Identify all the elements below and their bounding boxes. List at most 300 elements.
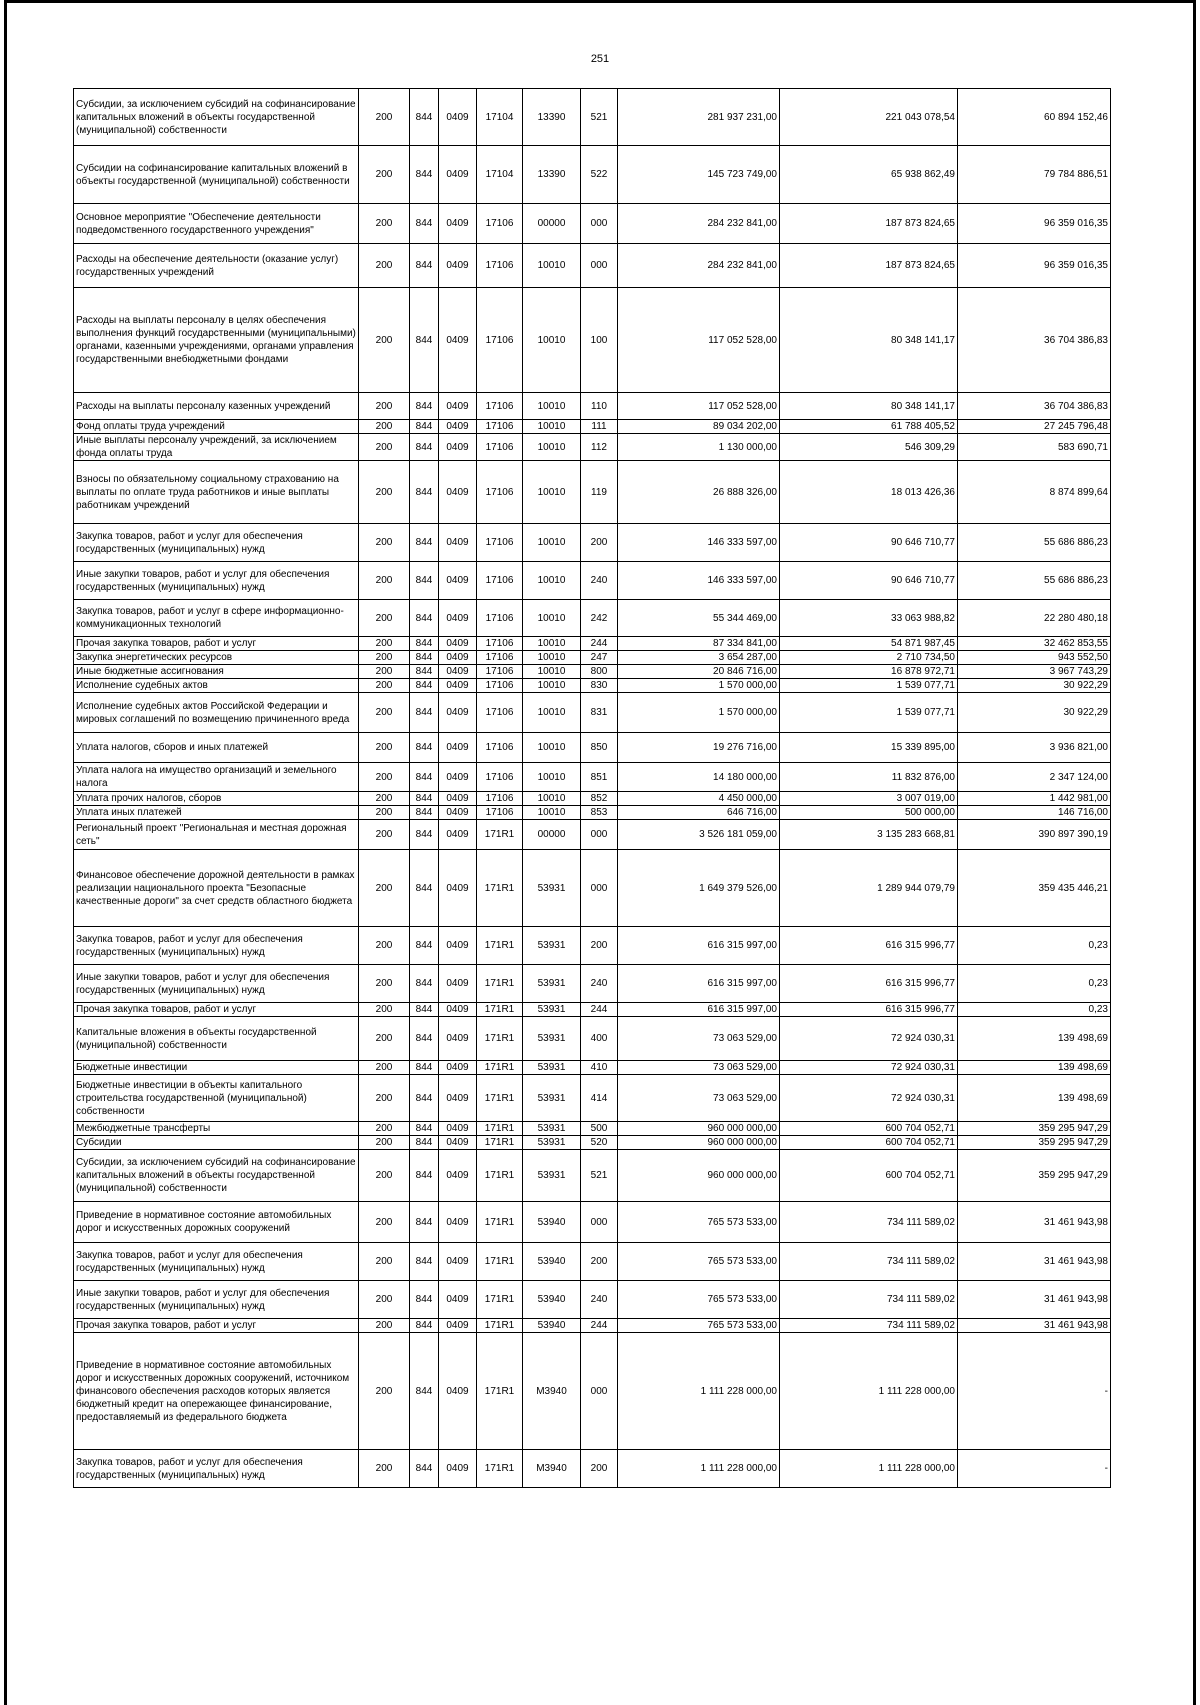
row-grbs-code: 844	[410, 434, 439, 461]
table-row	[74, 1450, 1111, 1488]
row-direction-code: 10010	[523, 806, 581, 820]
row-direction-code: 00000	[523, 820, 581, 850]
row-direction-code: 10010	[523, 792, 581, 806]
table-row	[74, 89, 1111, 146]
row-grbs-code: 844	[410, 927, 439, 965]
row-program-code: 171R1	[477, 1450, 523, 1488]
row-remaining-amount: 27 245 796,48	[958, 420, 1111, 434]
row-executed-amount: 616 315 996,77	[780, 927, 958, 965]
row-section-code: 0409	[439, 146, 477, 204]
row-direction-code: 10010	[523, 763, 581, 792]
row-approved-amount: 145 723 749,00	[618, 146, 780, 204]
row-executed-amount: 1 539 077,71	[780, 693, 958, 733]
row-expense-type-code: 831	[581, 693, 618, 733]
row-admin-code: 200	[359, 1122, 410, 1136]
row-direction-code: 10010	[523, 420, 581, 434]
row-description: Капитальные вложения в объекты государственной (муниципальной) собственности	[74, 1017, 359, 1061]
row-remaining-amount: 3 967 743,29	[958, 665, 1111, 679]
row-section-code: 0409	[439, 1017, 477, 1061]
row-remaining-amount: 31 461 943,98	[958, 1281, 1111, 1319]
row-executed-amount: 3 007 019,00	[780, 792, 958, 806]
row-section-code: 0409	[439, 204, 477, 244]
row-admin-code: 200	[359, 733, 410, 763]
table-row	[74, 1281, 1111, 1319]
row-direction-code: 10010	[523, 693, 581, 733]
row-remaining-amount: -	[958, 1333, 1111, 1450]
page-number: 251	[590, 53, 610, 65]
row-approved-amount: 1 130 000,00	[618, 434, 780, 461]
row-direction-code: 10010	[523, 524, 581, 562]
table-row	[74, 600, 1111, 637]
row-executed-amount: 15 339 895,00	[780, 733, 958, 763]
row-program-code: 171R1	[477, 1202, 523, 1243]
row-grbs-code: 844	[410, 733, 439, 763]
row-section-code: 0409	[439, 763, 477, 792]
row-approved-amount: 1 649 379 526,00	[618, 850, 780, 927]
row-description: Иные бюджетные ассигнования	[74, 665, 359, 679]
row-approved-amount: 87 334 841,00	[618, 637, 780, 651]
row-admin-code: 200	[359, 1333, 410, 1450]
row-program-code: 171R1	[477, 1017, 523, 1061]
table-row	[74, 965, 1111, 1003]
row-approved-amount: 26 888 326,00	[618, 461, 780, 524]
row-program-code: 171R1	[477, 1333, 523, 1450]
row-expense-type-code: 240	[581, 965, 618, 1003]
row-expense-type-code: 000	[581, 1333, 618, 1450]
row-program-code: 171R1	[477, 850, 523, 927]
row-direction-code: 10010	[523, 665, 581, 679]
row-description: Уплата налогов, сборов и иных платежей	[74, 733, 359, 763]
row-section-code: 0409	[439, 89, 477, 146]
row-program-code: 171R1	[477, 820, 523, 850]
row-admin-code: 200	[359, 1150, 410, 1202]
row-admin-code: 200	[359, 792, 410, 806]
row-direction-code: 10010	[523, 733, 581, 763]
table-row	[74, 244, 1111, 288]
row-grbs-code: 844	[410, 1243, 439, 1281]
row-program-code: 17106	[477, 792, 523, 806]
row-description: Субсидии на софинансирование капитальных вложений в объекты государственной (муниципальной) собственности	[74, 146, 359, 204]
row-expense-type-code: 000	[581, 820, 618, 850]
row-section-code: 0409	[439, 693, 477, 733]
row-grbs-code: 844	[410, 600, 439, 637]
row-approved-amount: 616 315 997,00	[618, 1003, 780, 1017]
table-row	[74, 146, 1111, 204]
row-expense-type-code: 830	[581, 679, 618, 693]
row-approved-amount: 3 526 181 059,00	[618, 820, 780, 850]
row-program-code: 17106	[477, 637, 523, 651]
row-section-code: 0409	[439, 244, 477, 288]
row-expense-type-code: 800	[581, 665, 618, 679]
row-approved-amount: 765 573 533,00	[618, 1243, 780, 1281]
row-direction-code: 53931	[523, 965, 581, 1003]
row-grbs-code: 844	[410, 244, 439, 288]
row-executed-amount: 546 309,29	[780, 434, 958, 461]
row-remaining-amount: 31 461 943,98	[958, 1202, 1111, 1243]
row-approved-amount: 73 063 529,00	[618, 1017, 780, 1061]
row-grbs-code: 844	[410, 792, 439, 806]
row-description: Закупка товаров, работ и услуг в сфере информационно-коммуникационных технологий	[74, 600, 359, 637]
row-approved-amount: 14 180 000,00	[618, 763, 780, 792]
row-program-code: 171R1	[477, 1003, 523, 1017]
row-expense-type-code: 414	[581, 1075, 618, 1122]
page-frame-top	[4, 0, 1196, 3]
table-row	[74, 204, 1111, 244]
row-description: Межбюджетные трансферты	[74, 1122, 359, 1136]
table-row	[74, 850, 1111, 927]
row-direction-code: 53931	[523, 1061, 581, 1075]
row-grbs-code: 844	[410, 288, 439, 393]
table-row	[74, 792, 1111, 806]
row-description: Закупка товаров, работ и услуг для обеспечения государственных (муниципальных) нужд	[74, 1450, 359, 1488]
row-expense-type-code: 000	[581, 204, 618, 244]
row-admin-code: 200	[359, 651, 410, 665]
row-remaining-amount: 22 280 480,18	[958, 600, 1111, 637]
row-grbs-code: 844	[410, 89, 439, 146]
row-expense-type-code: 521	[581, 89, 618, 146]
row-expense-type-code: 200	[581, 1243, 618, 1281]
row-expense-type-code: 850	[581, 733, 618, 763]
row-description: Иные закупки товаров, работ и услуг для обеспечения государственных (муниципальных) нужд	[74, 562, 359, 600]
table-row	[74, 420, 1111, 434]
row-expense-type-code: 200	[581, 927, 618, 965]
row-grbs-code: 844	[410, 1017, 439, 1061]
row-executed-amount: 500 000,00	[780, 806, 958, 820]
row-direction-code: 10010	[523, 637, 581, 651]
row-admin-code: 200	[359, 806, 410, 820]
row-remaining-amount: 36 704 386,83	[958, 393, 1111, 420]
row-admin-code: 200	[359, 820, 410, 850]
row-program-code: 171R1	[477, 1319, 523, 1333]
table-row	[74, 637, 1111, 651]
row-grbs-code: 844	[410, 665, 439, 679]
row-direction-code: 10010	[523, 288, 581, 393]
row-executed-amount: 600 704 052,71	[780, 1150, 958, 1202]
row-approved-amount: 73 063 529,00	[618, 1075, 780, 1122]
row-approved-amount: 1 111 228 000,00	[618, 1333, 780, 1450]
row-executed-amount: 734 111 589,02	[780, 1319, 958, 1333]
row-description: Расходы на обеспечение деятельности (оказание услуг) государственных учреждений	[74, 244, 359, 288]
row-executed-amount: 734 111 589,02	[780, 1202, 958, 1243]
row-admin-code: 200	[359, 1319, 410, 1333]
table-row	[74, 434, 1111, 461]
row-program-code: 17104	[477, 146, 523, 204]
table-row	[74, 1017, 1111, 1061]
row-expense-type-code: 852	[581, 792, 618, 806]
row-section-code: 0409	[439, 850, 477, 927]
row-remaining-amount: 31 461 943,98	[958, 1319, 1111, 1333]
row-remaining-amount: 146 716,00	[958, 806, 1111, 820]
row-section-code: 0409	[439, 1122, 477, 1136]
row-description: Исполнение судебных актов Российской Федерации и мировых соглашений по возмещению причиненного вреда	[74, 693, 359, 733]
row-section-code: 0409	[439, 927, 477, 965]
row-remaining-amount: 139 498,69	[958, 1075, 1111, 1122]
row-direction-code: 13390	[523, 89, 581, 146]
row-approved-amount: 616 315 997,00	[618, 927, 780, 965]
row-direction-code: 10010	[523, 393, 581, 420]
row-approved-amount: 284 232 841,00	[618, 204, 780, 244]
row-remaining-amount: 55 686 886,23	[958, 524, 1111, 562]
row-grbs-code: 844	[410, 1333, 439, 1450]
row-program-code: 17106	[477, 665, 523, 679]
row-expense-type-code: 112	[581, 434, 618, 461]
row-remaining-amount: 139 498,69	[958, 1017, 1111, 1061]
row-grbs-code: 844	[410, 679, 439, 693]
row-section-code: 0409	[439, 1061, 477, 1075]
row-section-code: 0409	[439, 562, 477, 600]
row-admin-code: 200	[359, 420, 410, 434]
row-admin-code: 200	[359, 637, 410, 651]
row-approved-amount: 646 716,00	[618, 806, 780, 820]
row-program-code: 17106	[477, 562, 523, 600]
row-approved-amount: 960 000 000,00	[618, 1150, 780, 1202]
row-admin-code: 200	[359, 461, 410, 524]
row-description: Иные закупки товаров, работ и услуг для обеспечения государственных (муниципальных) нужд	[74, 965, 359, 1003]
row-remaining-amount: 390 897 390,19	[958, 820, 1111, 850]
row-admin-code: 200	[359, 204, 410, 244]
row-admin-code: 200	[359, 244, 410, 288]
row-grbs-code: 844	[410, 524, 439, 562]
row-program-code: 17106	[477, 651, 523, 665]
row-description: Уплата прочих налогов, сборов	[74, 792, 359, 806]
row-description: Субсидии, за исключением субсидий на софинансирование капитальных вложений в объекты государственной (муниципальной) собственности	[74, 1150, 359, 1202]
row-remaining-amount: -	[958, 1450, 1111, 1488]
row-expense-type-code: 244	[581, 637, 618, 651]
row-program-code: 17106	[477, 244, 523, 288]
row-section-code: 0409	[439, 288, 477, 393]
row-executed-amount: 734 111 589,02	[780, 1281, 958, 1319]
table-row	[74, 820, 1111, 850]
row-approved-amount: 146 333 597,00	[618, 562, 780, 600]
row-section-code: 0409	[439, 806, 477, 820]
row-description: Исполнение судебных актов	[74, 679, 359, 693]
row-program-code: 17106	[477, 679, 523, 693]
row-expense-type-code: 111	[581, 420, 618, 434]
table-row	[74, 461, 1111, 524]
row-approved-amount: 3 654 287,00	[618, 651, 780, 665]
table-row	[74, 288, 1111, 393]
row-program-code: 17106	[477, 763, 523, 792]
table-row	[74, 665, 1111, 679]
row-admin-code: 200	[359, 1003, 410, 1017]
row-remaining-amount: 31 461 943,98	[958, 1243, 1111, 1281]
row-approved-amount: 960 000 000,00	[618, 1122, 780, 1136]
row-section-code: 0409	[439, 393, 477, 420]
row-description: Бюджетные инвестиции	[74, 1061, 359, 1075]
row-direction-code: 10010	[523, 600, 581, 637]
row-executed-amount: 90 646 710,77	[780, 562, 958, 600]
row-direction-code: 13390	[523, 146, 581, 204]
row-grbs-code: 844	[410, 1003, 439, 1017]
row-description: Субсидии	[74, 1136, 359, 1150]
row-description: Основное мероприятие "Обеспечение деятельности подведомственного государственного учреждения"	[74, 204, 359, 244]
row-approved-amount: 117 052 528,00	[618, 288, 780, 393]
table-row	[74, 1061, 1111, 1075]
row-description: Региональный проект "Региональная и местная дорожная сеть"	[74, 820, 359, 850]
table-row	[74, 763, 1111, 792]
row-admin-code: 200	[359, 89, 410, 146]
row-direction-code: M3940	[523, 1333, 581, 1450]
row-executed-amount: 3 135 283 668,81	[780, 820, 958, 850]
row-executed-amount: 18 013 426,36	[780, 461, 958, 524]
table-row	[74, 651, 1111, 665]
row-section-code: 0409	[439, 820, 477, 850]
row-grbs-code: 844	[410, 1061, 439, 1075]
row-grbs-code: 844	[410, 965, 439, 1003]
row-remaining-amount: 96 359 016,35	[958, 244, 1111, 288]
row-direction-code: 53940	[523, 1202, 581, 1243]
row-direction-code: 10010	[523, 679, 581, 693]
page-frame-left	[4, 0, 7, 1705]
row-grbs-code: 844	[410, 461, 439, 524]
row-grbs-code: 844	[410, 820, 439, 850]
row-grbs-code: 844	[410, 146, 439, 204]
row-section-code: 0409	[439, 733, 477, 763]
row-remaining-amount: 79 784 886,51	[958, 146, 1111, 204]
row-description: Прочая закупка товаров, работ и услуг	[74, 1003, 359, 1017]
row-remaining-amount: 0,23	[958, 965, 1111, 1003]
row-program-code: 17106	[477, 420, 523, 434]
row-approved-amount: 55 344 469,00	[618, 600, 780, 637]
row-program-code: 17106	[477, 733, 523, 763]
row-grbs-code: 844	[410, 651, 439, 665]
row-program-code: 17106	[477, 393, 523, 420]
table-row	[74, 1136, 1111, 1150]
budget-table	[73, 88, 1111, 1488]
row-description: Субсидии, за исключением субсидий на софинансирование капитальных вложений в объекты государственной (муниципальной) собственности	[74, 89, 359, 146]
row-section-code: 0409	[439, 665, 477, 679]
row-program-code: 171R1	[477, 1136, 523, 1150]
row-admin-code: 200	[359, 850, 410, 927]
row-executed-amount: 65 938 862,49	[780, 146, 958, 204]
table-row	[74, 562, 1111, 600]
row-description: Иные выплаты персоналу учреждений, за исключением фонда оплаты труда	[74, 434, 359, 461]
row-remaining-amount: 359 295 947,29	[958, 1122, 1111, 1136]
row-direction-code: 53931	[523, 1003, 581, 1017]
row-approved-amount: 960 000 000,00	[618, 1136, 780, 1150]
row-grbs-code: 844	[410, 763, 439, 792]
row-expense-type-code: 242	[581, 600, 618, 637]
row-executed-amount: 80 348 141,17	[780, 393, 958, 420]
row-section-code: 0409	[439, 1281, 477, 1319]
row-executed-amount: 734 111 589,02	[780, 1243, 958, 1281]
row-executed-amount: 72 924 030,31	[780, 1017, 958, 1061]
row-section-code: 0409	[439, 524, 477, 562]
row-expense-type-code: 200	[581, 1450, 618, 1488]
row-description: Приведение в нормативное состояние автомобильных дорог и искусственных дорожных сооружений	[74, 1202, 359, 1243]
row-direction-code: 10010	[523, 461, 581, 524]
row-expense-type-code: 119	[581, 461, 618, 524]
row-approved-amount: 146 333 597,00	[618, 524, 780, 562]
row-admin-code: 200	[359, 146, 410, 204]
row-expense-type-code: 200	[581, 524, 618, 562]
row-executed-amount: 1 539 077,71	[780, 679, 958, 693]
row-grbs-code: 844	[410, 1075, 439, 1122]
row-grbs-code: 844	[410, 562, 439, 600]
row-direction-code: 10010	[523, 244, 581, 288]
row-admin-code: 200	[359, 434, 410, 461]
row-executed-amount: 221 043 078,54	[780, 89, 958, 146]
row-description: Фонд оплаты труда учреждений	[74, 420, 359, 434]
row-expense-type-code: 851	[581, 763, 618, 792]
table-row	[74, 1122, 1111, 1136]
row-direction-code: 10010	[523, 434, 581, 461]
row-expense-type-code: 100	[581, 288, 618, 393]
row-program-code: 17106	[477, 461, 523, 524]
row-expense-type-code: 244	[581, 1003, 618, 1017]
row-grbs-code: 844	[410, 693, 439, 733]
row-admin-code: 200	[359, 1075, 410, 1122]
row-section-code: 0409	[439, 1003, 477, 1017]
row-grbs-code: 844	[410, 1281, 439, 1319]
row-direction-code: 53931	[523, 1017, 581, 1061]
row-direction-code: 00000	[523, 204, 581, 244]
row-approved-amount: 616 315 997,00	[618, 965, 780, 1003]
table-row	[74, 393, 1111, 420]
row-section-code: 0409	[439, 600, 477, 637]
row-executed-amount: 616 315 996,77	[780, 1003, 958, 1017]
row-description: Прочая закупка товаров, работ и услуг	[74, 637, 359, 651]
row-remaining-amount: 1 442 981,00	[958, 792, 1111, 806]
row-expense-type-code: 520	[581, 1136, 618, 1150]
row-admin-code: 200	[359, 693, 410, 733]
row-program-code: 17106	[477, 204, 523, 244]
row-section-code: 0409	[439, 1202, 477, 1243]
table-row	[74, 1202, 1111, 1243]
row-expense-type-code: 000	[581, 244, 618, 288]
table-row	[74, 1333, 1111, 1450]
row-grbs-code: 844	[410, 1122, 439, 1136]
row-grbs-code: 844	[410, 637, 439, 651]
row-admin-code: 200	[359, 1202, 410, 1243]
row-grbs-code: 844	[410, 393, 439, 420]
row-description: Закупка товаров, работ и услуг для обеспечения государственных (муниципальных) нужд	[74, 1243, 359, 1281]
row-remaining-amount: 359 295 947,29	[958, 1136, 1111, 1150]
row-program-code: 17106	[477, 434, 523, 461]
table-row	[74, 1150, 1111, 1202]
row-program-code: 171R1	[477, 1122, 523, 1136]
row-executed-amount: 187 873 824,65	[780, 244, 958, 288]
row-section-code: 0409	[439, 965, 477, 1003]
row-executed-amount: 11 832 876,00	[780, 763, 958, 792]
row-expense-type-code: 522	[581, 146, 618, 204]
row-direction-code: 53940	[523, 1243, 581, 1281]
row-executed-amount: 80 348 141,17	[780, 288, 958, 393]
row-remaining-amount: 32 462 853,55	[958, 637, 1111, 651]
row-description: Прочая закупка товаров, работ и услуг	[74, 1319, 359, 1333]
page-frame-right	[1193, 0, 1196, 1705]
row-remaining-amount: 943 552,50	[958, 651, 1111, 665]
row-grbs-code: 844	[410, 204, 439, 244]
row-executed-amount: 616 315 996,77	[780, 965, 958, 1003]
row-remaining-amount: 36 704 386,83	[958, 288, 1111, 393]
row-remaining-amount: 3 936 821,00	[958, 733, 1111, 763]
row-grbs-code: 844	[410, 1319, 439, 1333]
row-admin-code: 200	[359, 1450, 410, 1488]
row-admin-code: 200	[359, 600, 410, 637]
row-approved-amount: 765 573 533,00	[618, 1281, 780, 1319]
row-expense-type-code: 400	[581, 1017, 618, 1061]
row-section-code: 0409	[439, 792, 477, 806]
row-remaining-amount: 359 435 446,21	[958, 850, 1111, 927]
row-direction-code: 53931	[523, 1136, 581, 1150]
row-approved-amount: 1 111 228 000,00	[618, 1450, 780, 1488]
row-approved-amount: 117 052 528,00	[618, 393, 780, 420]
row-approved-amount: 765 573 533,00	[618, 1202, 780, 1243]
budget-table-body	[74, 89, 1111, 1488]
table-row	[74, 1075, 1111, 1122]
row-section-code: 0409	[439, 1450, 477, 1488]
